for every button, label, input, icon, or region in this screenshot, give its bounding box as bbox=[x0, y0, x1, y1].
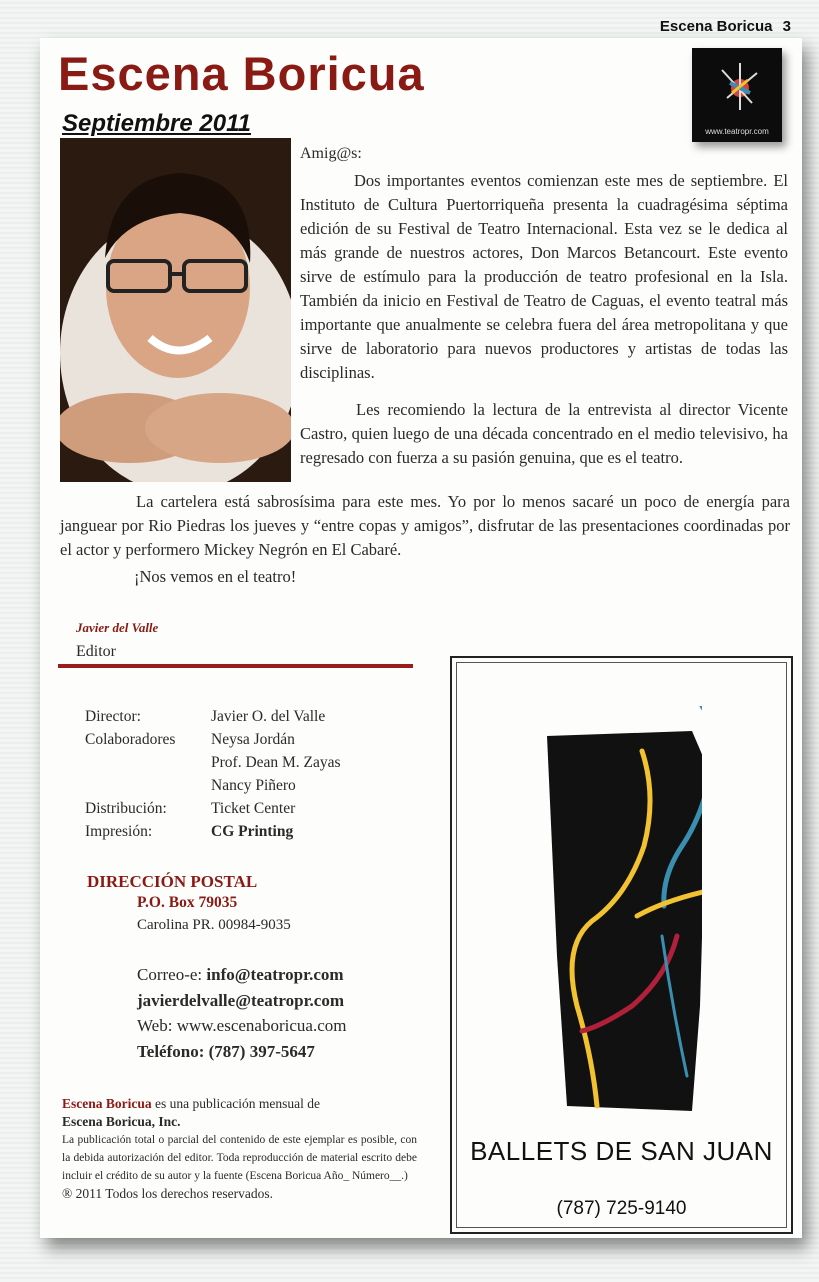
teatropr-logo[interactable] bbox=[692, 48, 782, 142]
email-label: Correo-e: bbox=[137, 965, 203, 984]
web-line bbox=[137, 1013, 346, 1039]
ad-phone: (787) 725-9140 bbox=[556, 1198, 687, 1219]
staff-credits bbox=[85, 705, 341, 843]
staff-name: CG Printing bbox=[211, 823, 294, 840]
staff-role: Impresión: bbox=[85, 823, 153, 840]
dancer-artwork bbox=[542, 706, 702, 1111]
letter-paragraph-1: Dos importantes eventos comienzan este mes de septiembre. El Instituto de Cultura Puertorriqueña presenta la cuadragésima séptima edición de su Festival de Teatro Internacional. Esta vez se le dedica al más grande de nuestros actores, Don Marcos Betancourt. Este evento sirve de estímulo para la producción de teatro profesional en la Isla. También da inicio en Festival de Teatro de Caguas, el evento teatral más importante que anualmente se celebra fuera del área metropolitana y que sirve de laboratorio para nuevos productores y artistas de todas las disciplinas. bbox=[300, 171, 788, 382]
staff-name: Neysa Jordán bbox=[211, 731, 295, 748]
logo-url: www.teatropr.com bbox=[705, 127, 769, 136]
staff-row-distribution bbox=[85, 797, 341, 820]
web-label: Web: bbox=[137, 1016, 173, 1035]
staff-role: Distribución: bbox=[85, 800, 167, 817]
logo-graphic bbox=[692, 48, 782, 118]
postal-address-title: DIRECCIÓN POSTAL bbox=[87, 872, 258, 891]
letter-paragraph-3: La cartelera está sabrosísima para este mes. Yo por lo menos sacaré un poco de energía para janguear por Rio Piedras los jueves y “entre copas y amigos”, disfrutar de las presentaciones coordinadas por el actor y performero Mickey Negrón en El Cabaré. bbox=[60, 492, 790, 559]
letter-closing: ¡Nos vemos en el teatro! bbox=[134, 567, 297, 586]
reproduction-notice: La publicación total o parcial del contenido de este ejemplar es posible, con la debida autorización del editor. Toda reproducción de material escrito debe incluir el crédito de su autor y la fuente (Escena Boricua Año_ Número__.) bbox=[62, 1134, 417, 1182]
phone-number: Teléfono: (787) 397-5647 bbox=[137, 1041, 315, 1061]
staff-role: Director: bbox=[85, 708, 141, 725]
contact-info bbox=[137, 962, 346, 1064]
email-link-editor[interactable]: javierdelvalle@teatropr.com bbox=[137, 990, 345, 1010]
ballets-advertisement[interactable] bbox=[450, 656, 793, 1234]
publisher-description: es una publicación mensual de bbox=[155, 1096, 320, 1111]
editor-portrait bbox=[60, 138, 291, 482]
staff-name: Nancy Piñero bbox=[211, 777, 296, 794]
letter-greeting: Amig@s: bbox=[300, 145, 362, 162]
postal-po-box: P.O. Box 79035 bbox=[137, 894, 238, 911]
staff-name: Javier O. del Valle bbox=[211, 708, 326, 725]
page-number: 3 bbox=[782, 18, 791, 35]
publisher-company: Escena Boricua, Inc. bbox=[62, 1114, 181, 1129]
email-link-info[interactable]: info@teatropr.com bbox=[206, 965, 344, 984]
editor-photo bbox=[60, 138, 291, 482]
staff-name: Prof. Dean M. Zayas bbox=[211, 754, 341, 771]
issue-date: Septiembre 2011 bbox=[62, 110, 251, 137]
letter-paragraph-2: Les recomiendo la lectura de la entrevista al director Vicente Castro, quien luego de una década concentrado en el medio televisivo, ha regresado con fuerza a su pasión genuina, que es el teatro. bbox=[300, 400, 788, 467]
ad-title: BALLETS DE SAN JUAN bbox=[470, 1136, 773, 1166]
section-divider bbox=[58, 664, 413, 668]
publication-name: Escena Boricua bbox=[62, 1096, 152, 1111]
staff-row-director bbox=[85, 705, 341, 728]
web-link[interactable]: www.escenaboricua.com bbox=[176, 1016, 347, 1035]
publication-notice bbox=[62, 1095, 417, 1203]
staff-name: Ticket Center bbox=[211, 800, 296, 817]
masthead-title: Escena Boricua bbox=[58, 47, 425, 100]
email-line bbox=[137, 962, 346, 988]
postal-city: Carolina PR. 00984-9035 bbox=[137, 917, 291, 933]
publisher-line bbox=[62, 1095, 417, 1113]
staff-row-printing bbox=[85, 820, 341, 843]
staff-role: Colaboradores bbox=[85, 731, 176, 748]
running-head bbox=[654, 18, 791, 35]
editor-signature: Javier del Valle bbox=[76, 620, 159, 635]
editor-title: Editor bbox=[76, 643, 116, 660]
running-head-title: Escena Boricua bbox=[659, 18, 773, 35]
copyright-notice: ® 2011 Todos los derechos reservados. bbox=[62, 1186, 274, 1201]
staff-row-collaborators bbox=[85, 728, 341, 797]
